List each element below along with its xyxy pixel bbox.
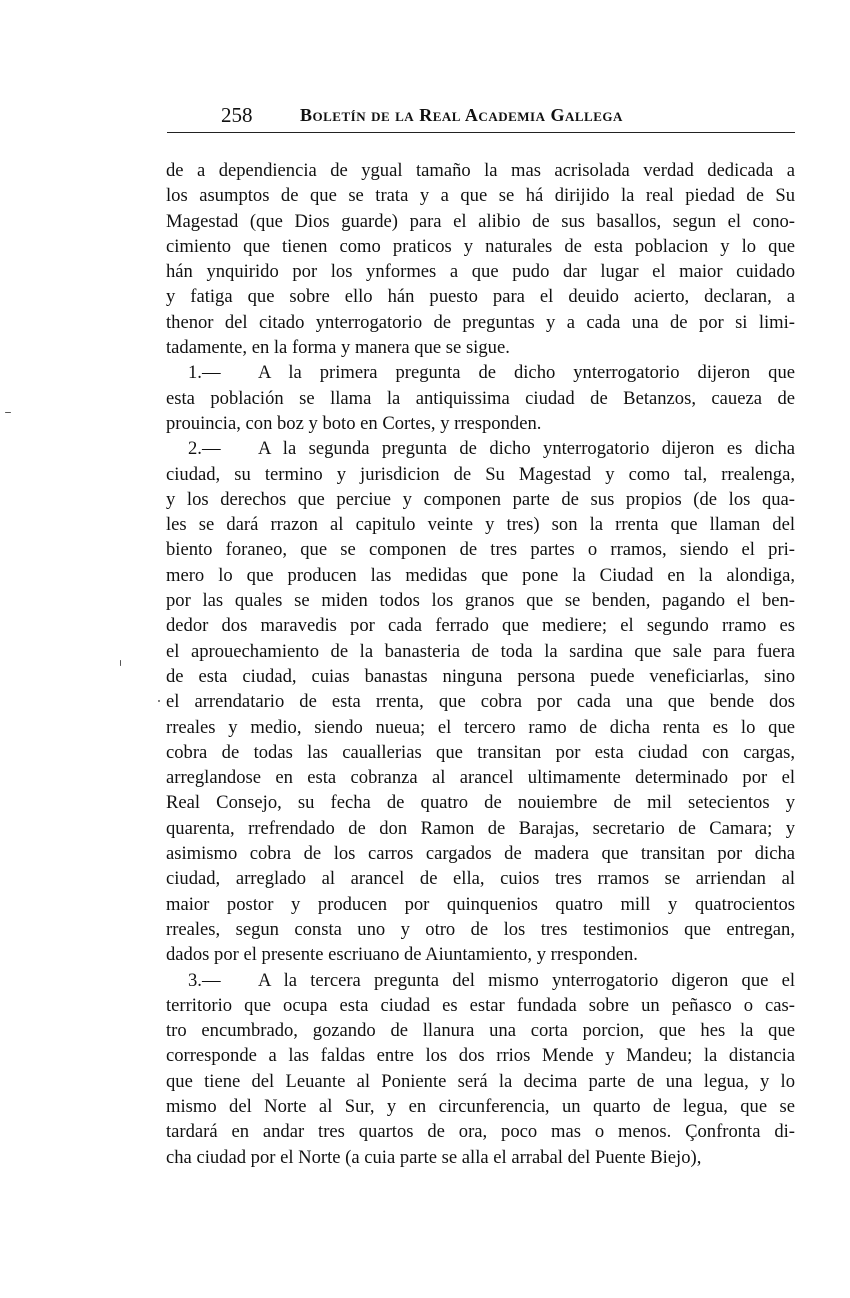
text-line: Real Consejo, su fecha de quatro de nouiembre de mil setecientos y	[166, 792, 795, 814]
text-line: por las quales se miden todos los granos que se benden, pagando el ben-	[166, 590, 795, 612]
text-line: Magestad (que Dios guarde) para el alibio de sus basallos, segun el cono-	[166, 210, 795, 232]
text-line: mero lo que producen las medidas que pone la Ciudad en la alondiga,	[166, 564, 795, 586]
text-line: de a dependiencia de ygual tamaño la mas acrisolada verdad dedicada a	[166, 160, 795, 181]
text-line: quarenta, rrefrendado de don Ramon de Barajas, secretario de Camara; y	[166, 817, 795, 839]
scan-speck	[120, 660, 121, 666]
text-line: que tiene del Leuante al Poniente será la decima parte de una legua, y lo	[166, 1070, 795, 1092]
text-line: tadamente, en la forma y manera que se sigue.	[166, 337, 510, 359]
text-line: esta población se llama la antiquissima ciudad de Betanzos, caueza de	[166, 387, 795, 409]
text-line: los asumptos de que se trata y a que se há dirijido la real piedad de Su	[166, 185, 795, 207]
running-title: Boletín de la Real Academia Gallega	[300, 105, 623, 125]
text-line: cha ciudad por el Norte (a cuia parte se alla el arrabal del Puente Biejo),	[166, 1146, 702, 1168]
text-line: corresponde a las faldas entre los dos rrios Mende y Mandeu; la distancia	[166, 1045, 795, 1067]
scan-speck	[158, 700, 160, 702]
text-line: mismo del Norte al Sur, y en circunferencia, un quarto de legua, que se	[166, 1095, 795, 1117]
page-number: 258	[221, 103, 253, 127]
paragraph-number: 2.—	[188, 438, 221, 460]
text-line: cobra de todas las cauallerias que transitan por esta ciudad con cargas,	[166, 741, 795, 763]
text-line: dados por el presente escriuano de Aiuntamiento, y rresponden.	[166, 944, 638, 966]
text-line: ciudad, su termino y jurisdicion de Su Magestad y como tal, rrealenga,	[166, 463, 795, 485]
line-text: A la tercera pregunta del mismo ynterrogatorio digeron que el	[258, 969, 795, 991]
text-line: tro encumbrado, gozando de llanura una corta porcion, que hes la que	[166, 1020, 795, 1042]
line-text: A la primera pregunta de dicho ynterrogatorio dijeron que	[258, 362, 795, 384]
text-line: el arrendatario de esta rrenta, que cobra por cada una que bende dos	[166, 691, 795, 713]
text-line: les se dará rrazon al capitulo veinte y tres) son la rrenta que llaman del	[166, 514, 795, 536]
text-line: rreales y medio, siendo nueua; el tercero ramo de dicha renta es lo que	[166, 716, 795, 738]
scan-speck	[5, 412, 11, 413]
text-line: rreales, segun consta uno y otro de los tres testimonios que entregan,	[166, 918, 795, 940]
header-rule	[167, 132, 795, 133]
text-line	[166, 360, 795, 385]
text-line: cimiento que tienen como praticos y naturales de esta poblacion y lo que	[166, 235, 795, 257]
text-line: y fatiga que sobre ello hán puesto para el deuido acierto, declaran, a	[166, 286, 795, 308]
line-text: A la segunda pregunta de dicho ynterrogatorio dijeron es dicha	[258, 438, 795, 460]
text-line	[166, 968, 795, 993]
text-line: thenor del citado ynterrogatorio de preguntas y a cada una de por si limi-	[166, 311, 795, 333]
text-line: arreglandose en esta cobranza al arancel ultimamente determinado por el	[166, 767, 795, 789]
text-line: de esta ciudad, cuias banastas ninguna persona puede veneficiarlas, sino	[166, 665, 795, 687]
text-line: territorio que ocupa esta ciudad es estar fundada sobre un peñasco o cas-	[166, 994, 795, 1016]
text-line: y los derechos que perciue y componen parte de sus propios (de los qua-	[166, 488, 795, 510]
text-line: ciudad, arreglado al arancel de ella, cuios tres rramos se arriendan al	[166, 868, 795, 890]
text-line: hán ynquirido por los ynformes a que pudo dar lugar el maior cuidado	[166, 261, 795, 283]
text-line: el aprouechamiento de la banasteria de toda la sardina que sale para fuera	[166, 640, 795, 662]
body-text	[166, 158, 795, 1170]
text-line: biento foraneo, que se componen de tres partes o rramos, siendo el pri-	[166, 539, 795, 561]
text-line: asimismo cobra de los carros cargados de madera que transitan por dicha	[166, 843, 795, 865]
text-line	[166, 436, 795, 461]
text-line: maior postor y producen por quinquenios quatro mill y quatrocientos	[166, 893, 795, 915]
paragraph-number: 3.—	[188, 969, 221, 991]
text-line: prouincia, con boz y boto en Cortes, y rresponden.	[166, 412, 542, 434]
text-line: dedor dos maravedis por cada ferrado que mediere; el segundo rramo es	[166, 615, 795, 637]
paragraph-number: 1.—	[188, 362, 221, 384]
text-line: tardará en andar tres quartos de ora, poco mas o menos. Çonfronta di-	[166, 1121, 795, 1143]
